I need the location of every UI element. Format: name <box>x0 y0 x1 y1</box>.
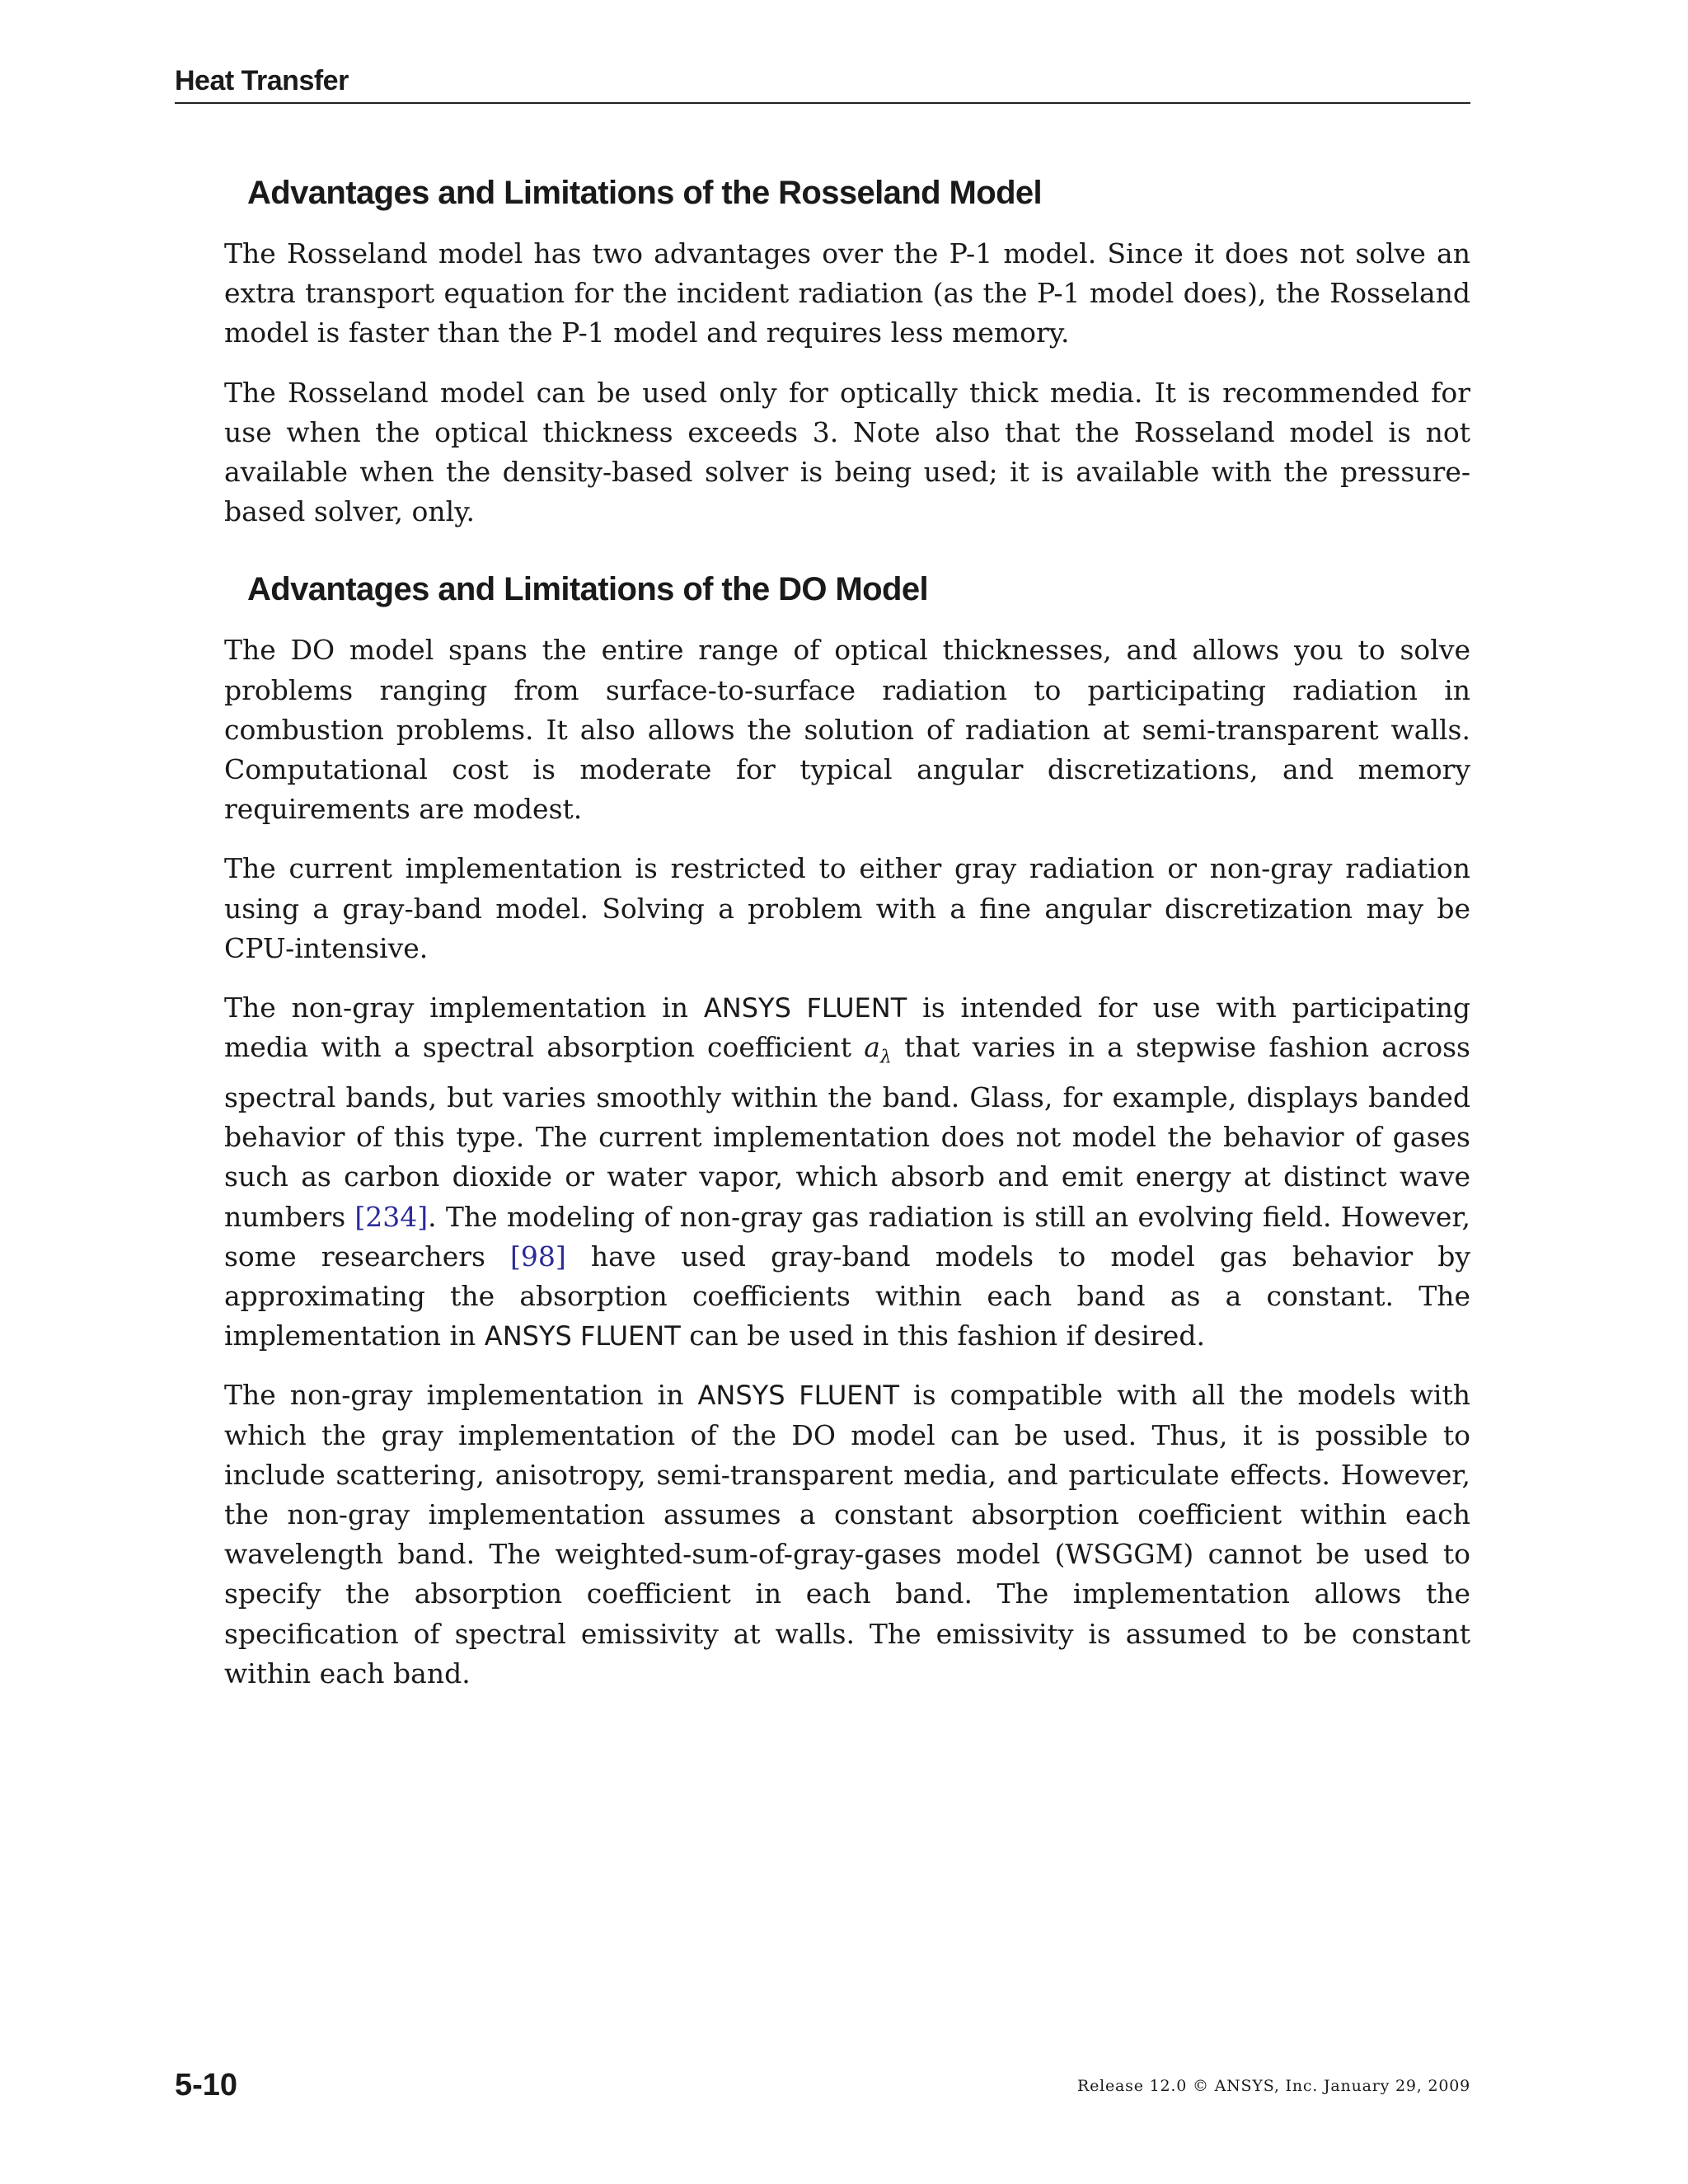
product-name: ANSYS FLUENT <box>484 1320 681 1352</box>
text-run: The non-gray implementation in <box>224 1379 698 1412</box>
paragraph: The current implementation is restricted to either gray radiation or non-gray radiation using a gray-band model. Solving a problem with a fine angular discretization may be CPU-intensive. <box>224 852 1470 964</box>
text-run: is intended for use with participating media with a spectral absorption coefficient <box>224 991 1471 1064</box>
paragraph <box>224 988 1470 1356</box>
text-run: have used gray-band models to model gas behavior by approximating the absorption coefficients within each band as a constant. The implementation in <box>224 1240 1470 1352</box>
product-name: ANSYS FLUENT <box>697 1380 900 1412</box>
text-run: that varies in a stepwise fashion across spectral bands, but varies smoothly within the band. Glass, for example, displays banded behavior of this type. The current implementation does not model the behavior of gases such as carbon dioxide or water vapor, which absorb and emit energy at distinct wave numbers <box>224 1031 1470 1233</box>
text-run: . The modeling of non-gray gas radiation is still an evolving field. However, some researchers <box>224 1200 1470 1272</box>
paragraph <box>224 1376 1470 1694</box>
citation-link[interactable]: [98] <box>510 1240 566 1272</box>
release-info: Release 12.0 © ANSYS, Inc. January 29, 2009 <box>1076 2077 1470 2095</box>
citation-link[interactable]: [234] <box>354 1200 429 1233</box>
symbol-subscript: λ <box>879 1047 892 1068</box>
symbol-base: a <box>864 1031 880 1064</box>
text-run: can be used in this fashion if desired. <box>680 1319 1205 1352</box>
paragraph: The Rosseland model can be used only for optically thick media. It is recommended for use when the optical thickness exceeds 3. Note also that the Rosseland model is not available when the density-based solver is being used; it is available with the pressure-based solver, only. <box>224 376 1470 528</box>
running-head: Heat Transfer <box>175 61 1470 104</box>
paragraph: The DO model spans the entire range of optical thicknesses, and allows you to solve problems ranging from surface-to-surface radiation to participating radiation in combustion problems. It also allows the solution of radiation at semi-transparent walls. Computational cost is moderate for typical angular discretizations, and memory requirements are modest. <box>224 634 1470 826</box>
product-name: ANSYS FLUENT <box>703 992 907 1024</box>
paragraph: The Rosseland model has two advantages over the P-1 model. Since it does not solve an extra transport equation for the incident radiation (as the P-1 model does), the Rosseland model is faster than the P-1 model and requires less memory. <box>224 237 1470 349</box>
section-heading-do-model: Advantages and Limitations of the DO Model <box>247 571 928 608</box>
page-body <box>224 170 1470 1713</box>
page-number: 5-10 <box>175 2068 238 2102</box>
section-heading-rosseland: Advantages and Limitations of the Rosseland Model <box>247 175 1043 211</box>
math-symbol <box>864 1031 892 1068</box>
text-run: is compatible with all the models with which the gray implementation of the DO model can be used. Thus, it is possible to include scattering, anisotropy, semi-transparent media, and particulate effects. However, the non-gray implementation assumes a constant absorption coefficient within each wavelength band. The weighted-sum-of-gray-gases model (WSGGM) cannot be used to specify the absorption coefficient in each band. The implementation allows the specification of spectral emissivity at walls. The emissivity is assumed to be constant within each band. <box>224 1379 1471 1690</box>
text-run: The non-gray implementation in <box>224 991 704 1024</box>
